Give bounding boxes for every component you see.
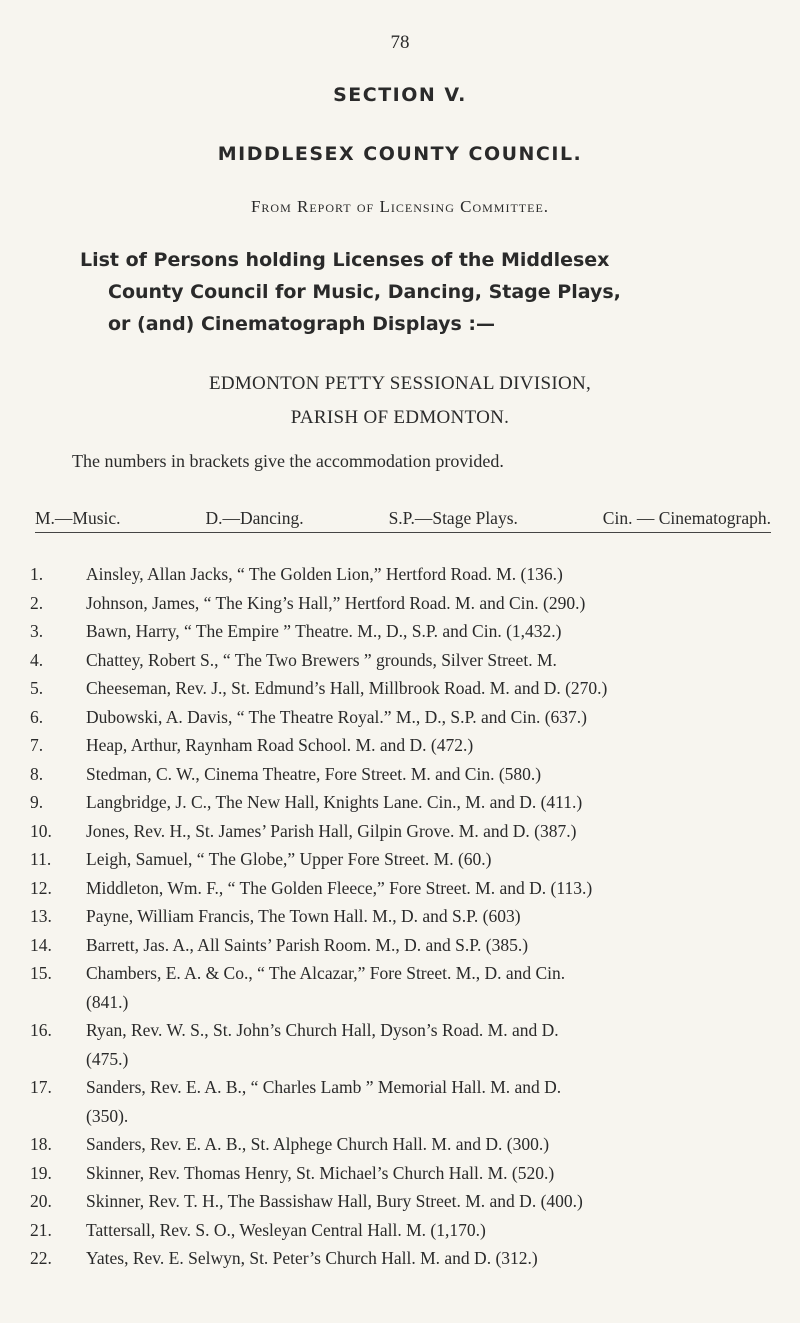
list-item-number: 4. [30, 649, 44, 670]
list-item-number: 13. [30, 906, 52, 926]
list-item-text: Dubowski, A. Davis, “ The Theatre Royal.” M., D., S.P. and Cin. (637.) [86, 706, 587, 727]
list-item-text: Jones, Rev. H., St. James’ Parish Hall, Gilpin Grove. M. and D. (387.) [86, 820, 577, 841]
list-item [0, 902, 800, 931]
list-item [0, 646, 800, 675]
list-item-continuation: (350). [86, 1105, 129, 1126]
licensee-list [0, 560, 800, 1273]
list-title [80, 244, 780, 340]
list-item-number: 15. [30, 963, 52, 983]
list-item [0, 560, 800, 589]
list-item-text: Chattey, Robert S., “ The Two Brewers ” grounds, Silver Street. M. [86, 649, 557, 670]
list-item [0, 760, 800, 789]
division-line-1: EDMONTON PETTY SESSIONAL DIVISION, [208, 373, 592, 394]
list-item-number: 19. [30, 1162, 52, 1183]
list-item-text: Sanders, Rev. E. A. B., “ Charles Lamb ” Memorial Hall. M. and D. [86, 1077, 562, 1097]
list-item-text: Sanders, Rev. E. A. B., St. Alphege Church Hall. M. and D. (300.) [86, 1134, 550, 1154]
list-item-number: 3. [30, 621, 44, 641]
list-item-continuation: (475.) [86, 1048, 129, 1069]
division-heading [0, 367, 800, 435]
list-item-text: Chambers, E. A. & Co., “ The Alcazar,” Fore Street. M., D. and Cin. [86, 963, 566, 983]
list-item [0, 1159, 800, 1188]
list-item [0, 959, 800, 1016]
list-item-number: 16. [30, 1020, 52, 1040]
accommodation-note: The numbers in brackets give the accommodation provided. [72, 451, 504, 471]
list-item-number: 14. [30, 934, 52, 955]
list-item-text: Skinner, Rev. Thomas Henry, St. Michael’s Church Hall. M. (520.) [86, 1162, 555, 1183]
legend-dancing: D.—Dancing. [205, 508, 304, 528]
list-item-text: Johnson, James, “ The King’s Hall,” Hertford Road. M. and Cin. (290.) [86, 592, 586, 613]
list-item [0, 1073, 800, 1130]
list-item [0, 1244, 800, 1273]
list-item-number: 22. [30, 1248, 52, 1268]
list-item-number: 18. [30, 1134, 52, 1154]
list-item-text: Yates, Rev. E. Selwyn, St. Peter’s Church Hall. M. and D. (312.) [86, 1248, 538, 1268]
list-item-number: 8. [30, 763, 44, 784]
list-item [0, 874, 800, 903]
list-item-number: 7. [30, 735, 44, 755]
list-item-text: Bawn, Harry, “ The Empire ” Theatre. M., D., S.P. and Cin. (1,432.) [86, 621, 562, 641]
list-item-continuation: (841.) [86, 991, 129, 1012]
list-title-line-2: County Council for Music, Dancing, Stage Plays, [108, 281, 621, 303]
list-item [0, 1130, 800, 1159]
council-heading: MIDDLESEX COUNTY COUNCIL. [217, 143, 583, 165]
list-item-number: 5. [30, 678, 44, 698]
list-item-number: 9. [30, 792, 44, 812]
list-item [0, 589, 800, 618]
list-item-text: Payne, William Francis, The Town Hall. M., D. and S.P. (603) [86, 906, 521, 926]
legend-cinematograph: Cin. — Cinematograph. [602, 508, 771, 528]
abbreviation-legend [35, 508, 771, 533]
division-line-2: PARISH OF EDMONTON. [290, 407, 510, 428]
list-item-text: Leigh, Samuel, “ The Globe,” Upper Fore Street. M. (60.) [86, 849, 492, 869]
list-item-text: Tattersall, Rev. S. O., Wesleyan Central Hall. M. (1,170.) [86, 1219, 486, 1240]
list-item-text: Ryan, Rev. W. S., St. John’s Church Hall, Dyson’s Road. M. and D. [86, 1020, 559, 1040]
list-item-text: Middleton, Wm. F., “ The Golden Fleece,” Fore Street. M. and D. (113.) [86, 877, 593, 898]
list-item [0, 703, 800, 732]
list-item [0, 845, 800, 874]
list-item [0, 817, 800, 846]
list-title-line-1: List of Persons holding Licenses of the Middlesex [80, 249, 610, 271]
report-source-line: From Report of Licensing Committee. [250, 197, 550, 216]
list-item-text: Skinner, Rev. T. H., The Bassishaw Hall, Bury Street. M. and D. (400.) [86, 1191, 583, 1211]
list-item-number: 2. [30, 592, 44, 613]
list-item [0, 1216, 800, 1245]
page-number: 78 [390, 32, 410, 53]
list-item-text: Langbridge, J. C., The New Hall, Knights Lane. Cin., M. and D. (411.) [86, 792, 583, 812]
list-item-text: Barrett, Jas. A., All Saints’ Parish Room. M., D. and S.P. (385.) [86, 934, 529, 955]
list-item [0, 1016, 800, 1073]
list-item-text: Cheeseman, Rev. J., St. Edmund’s Hall, Millbrook Road. M. and D. (270.) [86, 678, 608, 698]
list-item-text: Stedman, C. W., Cinema Theatre, Fore Street. M. and Cin. (580.) [86, 763, 542, 784]
list-item [0, 731, 800, 760]
list-item-text: Ainsley, Allan Jacks, “ The Golden Lion,” Hertford Road. M. (136.) [86, 564, 563, 584]
list-item-number: 1. [30, 564, 44, 584]
list-item-number: 11. [30, 849, 52, 869]
list-item [0, 1187, 800, 1216]
list-title-line-3: or (and) Cinematograph Displays :— [108, 313, 495, 335]
list-item-number: 21. [30, 1219, 52, 1240]
list-item-number: 6. [30, 706, 44, 727]
list-item [0, 674, 800, 703]
legend-music: M.—Music. [35, 508, 121, 528]
list-item-number: 10. [30, 820, 52, 841]
list-item-number: 17. [30, 1077, 52, 1097]
list-item-number: 12. [30, 877, 52, 898]
list-item-number: 20. [30, 1191, 52, 1211]
legend-stage-plays: S.P.—Stage Plays. [388, 508, 518, 528]
section-heading: SECTION V. [333, 84, 467, 106]
list-item-text: Heap, Arthur, Raynham Road School. M. and D. (472.) [86, 735, 474, 755]
list-item [0, 931, 800, 960]
list-item [0, 788, 800, 817]
list-item [0, 617, 800, 646]
